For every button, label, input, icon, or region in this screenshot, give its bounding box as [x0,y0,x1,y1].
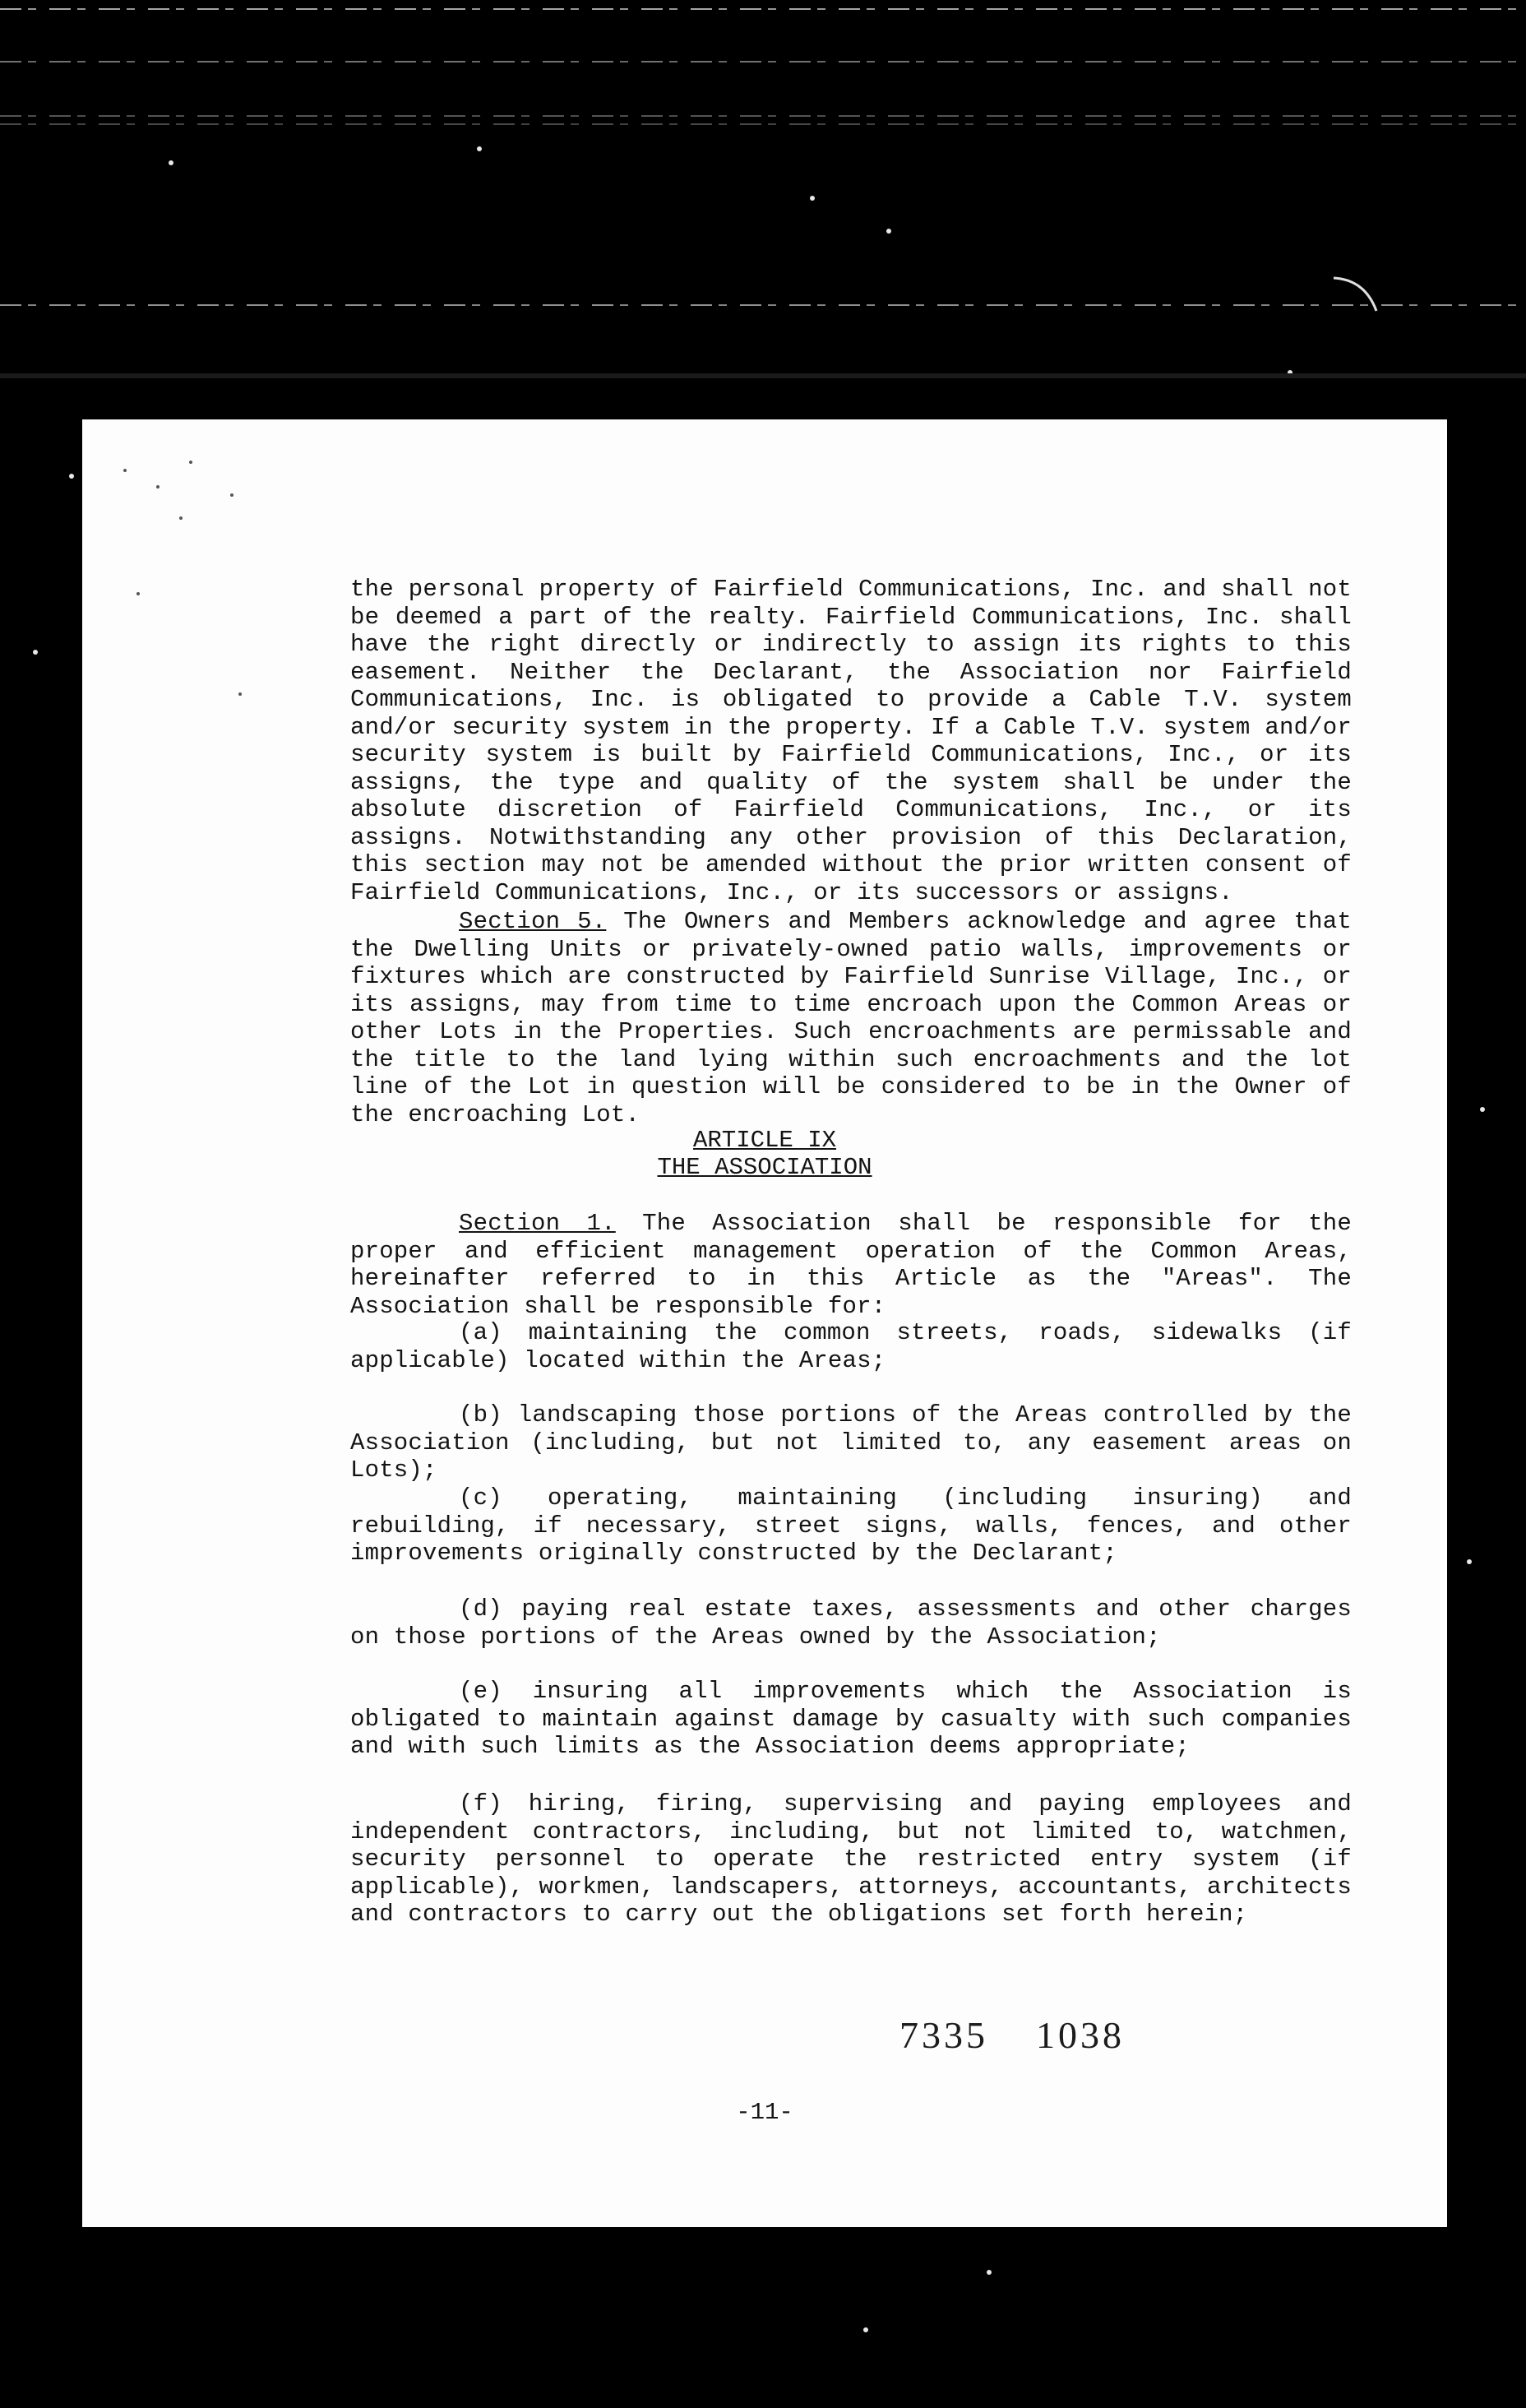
scan-streak [0,115,1526,117]
paper-speck [179,516,183,520]
item-a: (a) maintaining the common streets, roads, sidewalks (if applicable) located within the Areas; [350,1319,1352,1374]
item-e: (e) insuring all improvements which the Association is obligated to maintain against damage by casualty with such companies and with such limits as the Association deems appropriate; [350,1678,1352,1760]
paper-speck [230,493,234,497]
item-b: (b) landscaping those portions of the Areas controlled by the Association (including, but not limited to, any easement areas on Lots); [350,1401,1352,1484]
section-1-label: Section 1. [459,1210,616,1237]
section-1-paragraph [350,1210,1352,1320]
scan-speck [69,474,74,479]
scan-streak [0,304,1526,306]
page-number: -11- [736,2099,793,2126]
scan-speck [987,2270,992,2275]
item-c: (c) operating, maintaining (including insuring) and rebuilding, if necessary, street signs, walls, fences, and other improvements originally constructed by the Declarant; [350,1484,1352,1567]
scan-streak [0,8,1526,10]
scan-speck [886,229,891,234]
recording-page-number: 1038 [1036,2014,1125,2056]
scan-speck [863,2327,868,2332]
scan-speck [477,146,482,151]
scan-speck [1480,1107,1485,1112]
paper-speck [238,692,242,696]
scan-speck [1467,1559,1472,1564]
scan-speck [169,160,173,165]
section-1-text: The Association shall be responsible for the proper and efficient management operation of the Common Areas, hereinafter referred to in this Article as the "Areas". The Association shall be responsible for: [350,1210,1353,1320]
scan-speck [810,196,815,201]
continuation-paragraph: the personal property of Fairfield Communications, Inc. and shall not be deemed a part of the realty. Fairfield Communications, Inc. shall have the right directly or indirectly to assign its rights to this easement. Neither the Declarant, the Association nor Fairfield Communications, Inc. is obligated to provide a Cable T.V. system and/or security system in the property. If a Cable T.V. system and/or security system is built by Fairfield Communications, Inc., or its assigns, the type and quality of the system shall be under the absolute discretion of Fairfield Communications, Inc., or its assigns. Notwithstanding any other provision of this Declaration, this section may not be amended without the prior written consent of Fairfield Communications, Inc., or its successors or assigns. [350,576,1352,906]
section-5-text: The Owners and Members acknowledge and agree that the Dwelling Units or privately-owned patio walls, improvements or fixtures which are constructed by Fairfield Sunrise Village, Inc., or its assigns, may from time to time encroach upon the Common Areas or other Lots in the Properties. Such encroachments are permissable and the title to the land lying within such encroachments and the lot line of the Lot in question will be considered to be in the Owner of the encroaching Lot. [350,908,1352,1128]
section-5-paragraph [350,908,1352,1128]
scan-curve-mark [1332,271,1381,321]
section-5-label: Section 5. [459,908,607,935]
scan-band-edge [0,373,1526,378]
scan-streak [0,61,1526,63]
recording-stamp [899,2013,1125,2057]
article-number: ARTICLE IX [692,1127,837,1154]
item-f: (f) hiring, firing, supervising and paying employees and independent contractors, including, but not limited to, watchmen, security personnel to operate the restricted entry system (if applicable), workmen, landscapers, attorneys, accountants, architects and contractors to carry out the obligations set forth herein; [350,1790,1352,1928]
article-title: THE ASSOCIATION [657,1154,872,1181]
scan-streak [0,123,1526,125]
paper-speck [136,592,140,595]
recording-book-number: 7335 [899,2014,988,2056]
paper-speck [156,485,160,489]
paper-speck [189,461,192,464]
document-page [82,419,1447,2227]
item-d: (d) paying real estate taxes, assessments and other charges on those portions of the Areas owned by the Association; [350,1595,1352,1651]
paper-speck [123,469,127,472]
scan-speck [33,650,38,655]
